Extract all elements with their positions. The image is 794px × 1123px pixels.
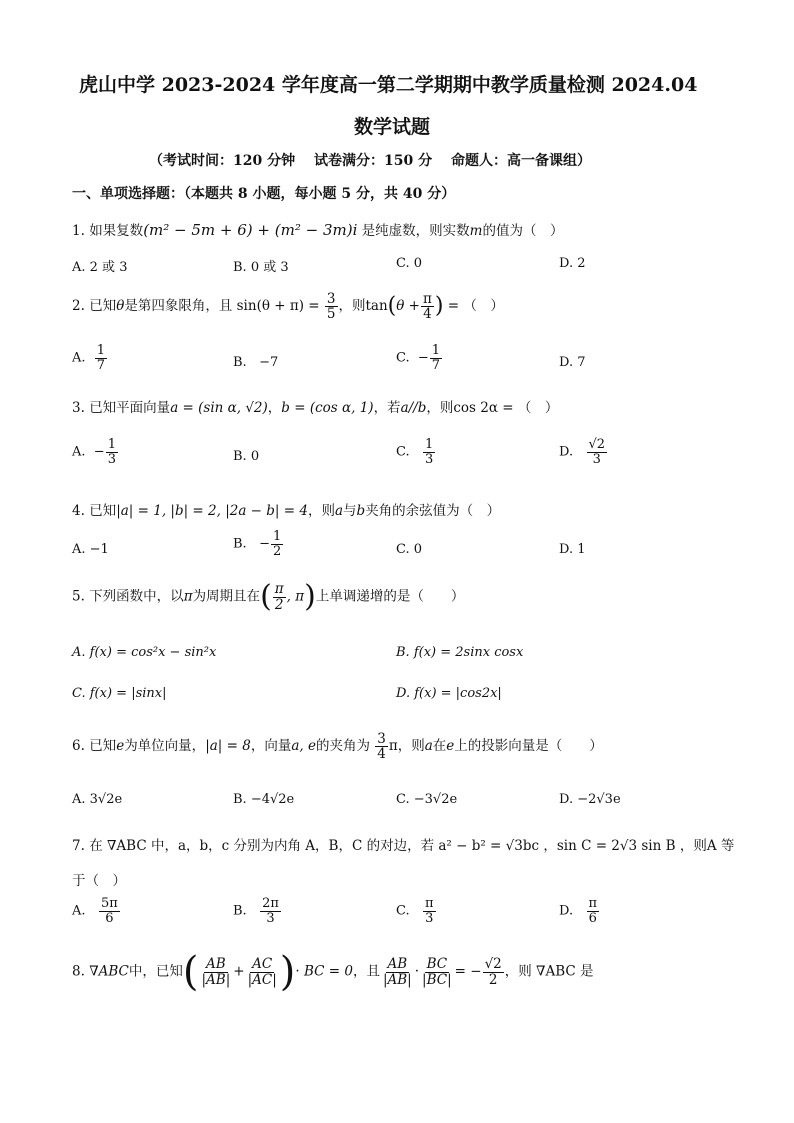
q-text: 夹角的余弦值为（ ） [365, 503, 501, 519]
fraction: $\frac{\pi}{4}$ [423, 291, 432, 323]
option-b: B. −7 [233, 355, 279, 370]
option-b: B. −4√2e [233, 792, 295, 807]
option-c: C. $\frac{1}{3}$ [396, 437, 434, 467]
q-text: 的值为（ ） [482, 223, 564, 239]
q-text: ，则 [307, 503, 335, 519]
q-text: ，若 [373, 400, 401, 416]
q-number: 2. [72, 298, 85, 315]
question-3: 3. 已知平面向量a = (sin α, √2)，b = (cos α, 1)，若a//b，则cos 2α = （ ） [72, 400, 559, 416]
exam-subtitle: 数学试题 [354, 116, 431, 138]
fraction: $\frac{3}{4}$ [377, 731, 386, 763]
q-text: 在 ∇ABC 中，a，b，c 分别为内角 A，B，C 的对边，若 a² − b² = √3bc ，sin C = 2√3 sin B ，则A 等 [89, 838, 735, 854]
fraction: $\frac{AC}{|AC|}$ [247, 956, 277, 988]
q-text: （ ） [517, 400, 559, 416]
q-number: 8. [72, 963, 85, 980]
math-var: a [334, 503, 344, 519]
math-expr: b = (cos α, 1) [281, 400, 374, 416]
q-number: 5. [72, 588, 85, 605]
option-d: D. 7 [559, 355, 586, 370]
option-d: D. 2 [559, 256, 586, 271]
q-number: 1. [72, 223, 85, 239]
question-2: 2. 已知θ是第四象限角，且 sin(θ + π) = $\frac{3}{5}$ ，则tan(θ + $\frac{\pi}{4}$ ) = （ ） [72, 291, 504, 323]
q-text: 上单调递增的是（ ） [315, 588, 465, 605]
option-a: A. −1 [72, 542, 109, 557]
q-text: 为周期且在 [192, 588, 261, 605]
math-expr: a//b [400, 400, 427, 416]
q-text: 已知 [89, 298, 117, 315]
math-expr: (m² − 5m + 6) + (m² − 3m)i [143, 221, 358, 239]
fraction: $\frac{√2}{2}$ [484, 956, 502, 988]
math-expr: sin(θ + π) = [236, 298, 320, 315]
question-1 [72, 219, 563, 239]
math-var: m [469, 223, 483, 239]
math-expr: a = (sin α, √2) [170, 400, 268, 416]
option-b: B. 0 [233, 449, 260, 464]
option-d: D. $\frac{\pi}{6}$ [559, 896, 598, 926]
q-text: = （ ） [447, 298, 504, 315]
option-a: A. 2 或 3 [72, 260, 128, 275]
q-text: 已知平面向量 [89, 400, 171, 416]
option-b: B. 0 或 3 [233, 260, 289, 275]
question-8: 8. ∇ABC中，已知( $\frac{AB}{|AB|}$ + $\frac{AC}{|AC|}$ )· BC = 0，且 $\frac{AB}{|AB|}$ · $\frac{BC}{|BC|}$ = − $\frac{√2}{2}$ ，则 ∇ABC 是 [72, 949, 594, 995]
option-a: A. $\frac{1}{7}$ [72, 343, 106, 373]
question-5: 5. 下列函数中，以π为周期且在( $\frac{\pi}{2}$ , π)上单调递增的是（ ） [72, 579, 465, 614]
q-text: ，向量 [250, 738, 292, 755]
q-text: 为单位向量， [124, 738, 206, 755]
q-text: ，则 [338, 298, 366, 315]
option-b: B. f(x) = 2sinx cosx [396, 645, 524, 660]
q-number: 7. [72, 838, 85, 854]
q-text: 如果复数 [89, 223, 144, 239]
option-a: A. $\frac{5\pi}{6}$ [72, 896, 118, 926]
option-c: C. f(x) = |sinx| [72, 686, 167, 701]
option-c: C. −3√2e [396, 792, 458, 807]
q-text: 已知 [89, 738, 117, 755]
q-text: 与 [343, 503, 357, 519]
question-7-cont: 于（ ） [72, 873, 126, 889]
question-6: 6. 已知e为单位向量，|a| = 8，向量a, e的夹角为 $\frac{3}{4}$ π，则a在e上的投影向量是（ ） [72, 731, 603, 763]
option-c: C. 0 [396, 542, 423, 557]
question-7 [72, 834, 734, 854]
q-text: 上的投影向量是（ ） [454, 738, 603, 755]
exam-info: （考试时间：120 分钟 试卷满分：150 分 命题人：高一备课组） [149, 153, 591, 169]
fraction: $\frac{\pi}{2}$ [274, 581, 284, 613]
fraction: $\frac{AB}{|AB|}$ [382, 956, 412, 988]
option-a: A. − $\frac{1}{3}$ [72, 437, 116, 467]
q-text: 是第四象限角，且 [124, 298, 233, 315]
option-d: D. −2√3e [559, 792, 621, 807]
q-text: ，则 [397, 738, 425, 755]
section-heading: 一、单项选择题：（本题共 8 小题，每小题 5 分，共 40 分） [72, 186, 456, 202]
fraction: $\frac{3}{5}$ [326, 291, 336, 323]
option-b: B. − $\frac{1}{2}$ [233, 529, 282, 559]
q-text: 下列函数中，以 [89, 588, 184, 605]
math-var: e [116, 738, 125, 755]
math-var: θ [116, 298, 125, 315]
question-4 [72, 499, 500, 519]
math-expr: |a| = 1, |b| = 2, |2a − b| = 4 [116, 503, 308, 519]
q-number: 3. [72, 400, 85, 416]
fraction: $\frac{AB}{|AB|}$ [201, 956, 231, 988]
q-number: 4. [72, 503, 85, 519]
math-expr: cos 2α = [453, 400, 514, 416]
option-d: D. 1 [559, 542, 586, 557]
q-text: ，则 [426, 400, 454, 416]
math-expr: θ + [396, 298, 420, 315]
math-expr: a, e [291, 738, 316, 755]
option-a: A. 3√2e [72, 792, 123, 807]
option-c: C. 0 [396, 256, 423, 271]
fraction: $\frac{BC}{|BC|}$ [422, 956, 452, 988]
option-d: D. f(x) = |cos2x| [396, 686, 502, 701]
math-var: π [183, 588, 193, 605]
q-text: 已知 [89, 503, 117, 519]
q-text: 的夹角为 [315, 738, 370, 755]
option-a: A. f(x) = cos²x − sin²x [72, 645, 217, 660]
exam-title: 虎山中学 2023-2024 学年度高一第二学期期中教学质量检测 2024.04 [79, 74, 698, 96]
q-text: 是纯虚数，则实数 [361, 223, 470, 239]
math-var: b [356, 503, 366, 519]
math-expr: |a| = 8 [205, 738, 251, 755]
math-expr: tan [365, 298, 388, 315]
q-number: 6. [72, 738, 85, 755]
option-b: B. $\frac{2\pi}{3}$ [233, 896, 279, 926]
option-c: C. $\frac{\pi}{3}$ [396, 896, 434, 926]
option-c: C. − $\frac{1}{7}$ [396, 343, 441, 373]
option-d: D. $\frac{√2}{3}$ [559, 437, 606, 467]
